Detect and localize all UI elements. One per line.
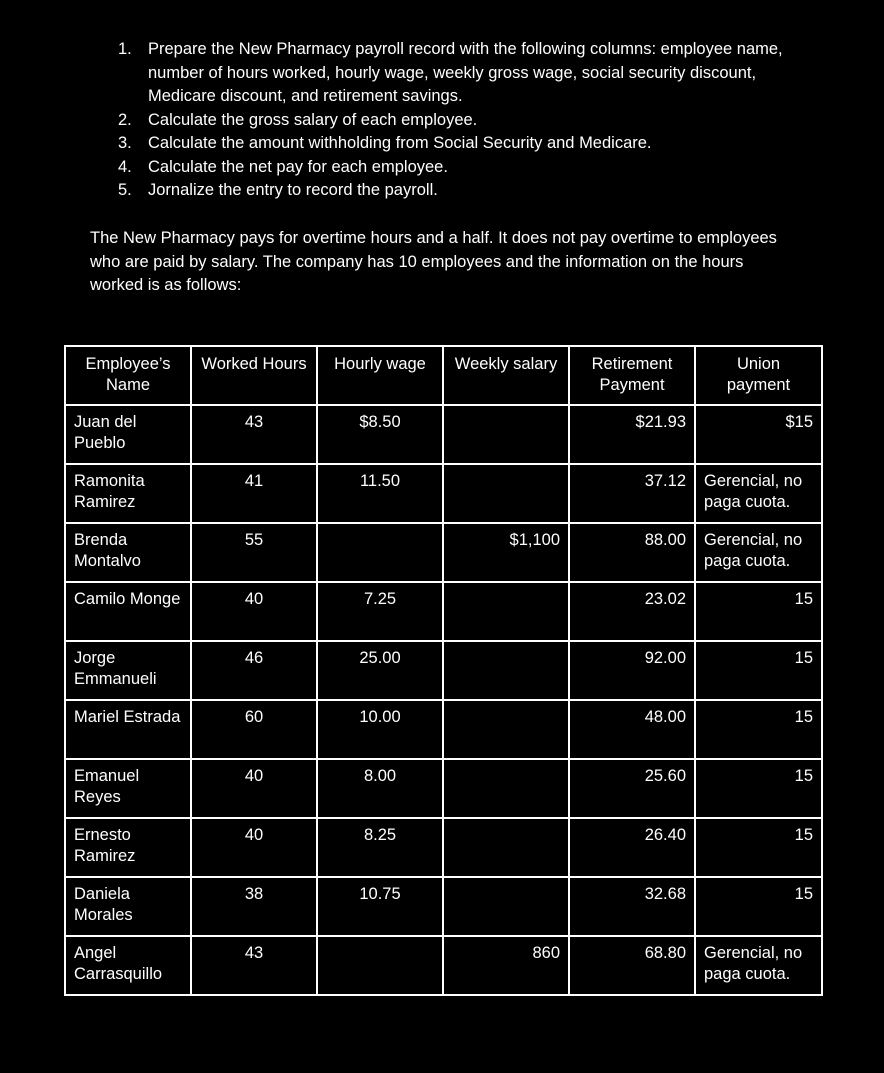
header-retirement-payment: Retirement Payment (569, 346, 695, 405)
cell-union-payment: 15 (695, 582, 822, 641)
cell-union-payment: Gerencial, no paga cuota. (695, 523, 822, 582)
cell-retirement-payment: 68.80 (569, 936, 695, 995)
instruction-item (118, 156, 818, 180)
header-union-payment: Union payment (695, 346, 822, 405)
cell-hourly-wage: $8.50 (317, 405, 443, 464)
cell-union-payment: 15 (695, 759, 822, 818)
cell-hourly-wage: 8.25 (317, 818, 443, 877)
cell-weekly-salary (443, 759, 569, 818)
cell-employee-name: Jorge Emmanueli (65, 641, 191, 700)
table-row (65, 523, 822, 582)
cell-worked-hours: 60 (191, 700, 317, 759)
cell-retirement-payment: 25.60 (569, 759, 695, 818)
cell-weekly-salary: $1,100 (443, 523, 569, 582)
instruction-item (118, 132, 818, 156)
header-worked-hours: Worked Hours (191, 346, 317, 405)
instruction-number: 1. (118, 40, 132, 58)
cell-hourly-wage (317, 523, 443, 582)
cell-weekly-salary (443, 582, 569, 641)
header-weekly-salary: Weekly salary (443, 346, 569, 405)
cell-worked-hours: 46 (191, 641, 317, 700)
cell-worked-hours: 55 (191, 523, 317, 582)
cell-employee-name: Angel Carrasquillo (65, 936, 191, 995)
table-row (65, 877, 822, 936)
cell-union-payment: 15 (695, 700, 822, 759)
cell-hourly-wage: 25.00 (317, 641, 443, 700)
cell-weekly-salary (443, 464, 569, 523)
cell-retirement-payment: 48.00 (569, 700, 695, 759)
cell-employee-name: Daniela Morales (65, 877, 191, 936)
instruction-item (118, 38, 818, 109)
cell-worked-hours: 40 (191, 818, 317, 877)
cell-weekly-salary (443, 700, 569, 759)
cell-employee-name: Ramonita Ramirez (65, 464, 191, 523)
cell-retirement-payment: 23.02 (569, 582, 695, 641)
table-row (65, 464, 822, 523)
cell-retirement-payment: 26.40 (569, 818, 695, 877)
payroll-table (64, 345, 823, 996)
cell-union-payment: 15 (695, 641, 822, 700)
header-hourly-wage: Hourly wage (317, 346, 443, 405)
cell-hourly-wage (317, 936, 443, 995)
table-header-row (65, 346, 822, 405)
cell-worked-hours: 40 (191, 759, 317, 818)
cell-weekly-salary (443, 405, 569, 464)
cell-employee-name: Emanuel Reyes (65, 759, 191, 818)
cell-union-payment: Gerencial, no paga cuota. (695, 936, 822, 995)
instruction-number: 5. (118, 181, 132, 199)
cell-worked-hours: 43 (191, 405, 317, 464)
cell-worked-hours: 40 (191, 582, 317, 641)
instruction-text: Calculate the amount withholding from Social Security and Medicare. (148, 134, 652, 152)
cell-union-payment: 15 (695, 877, 822, 936)
table-row (65, 936, 822, 995)
cell-employee-name: Brenda Montalvo (65, 523, 191, 582)
cell-worked-hours: 38 (191, 877, 317, 936)
cell-employee-name: Mariel Estrada (65, 700, 191, 759)
instruction-list (118, 38, 818, 203)
cell-hourly-wage: 11.50 (317, 464, 443, 523)
instruction-item (118, 179, 818, 203)
cell-hourly-wage: 10.75 (317, 877, 443, 936)
cell-retirement-payment: 32.68 (569, 877, 695, 936)
instruction-number: 4. (118, 157, 132, 176)
table-row (65, 641, 822, 700)
instruction-text: Calculate the net pay for each employee. (148, 157, 448, 176)
instruction-text: Prepare the New Pharmacy payroll record with the following columns: employee name, number of hours worked, hourly wage, weekly gross wage, social security discount, Medicare discount, and retirement savings. (148, 40, 783, 105)
cell-weekly-salary (443, 641, 569, 700)
cell-hourly-wage: 10.00 (317, 700, 443, 759)
cell-employee-name: Juan del Pueblo (65, 405, 191, 464)
instruction-item (118, 109, 818, 133)
cell-union-payment: Gerencial, no paga cuota. (695, 464, 822, 523)
cell-union-payment: 15 (695, 818, 822, 877)
instruction-number: 2. (118, 110, 132, 129)
cell-weekly-salary: 860 (443, 936, 569, 995)
table-row (65, 405, 822, 464)
table-row (65, 759, 822, 818)
cell-retirement-payment: 37.12 (569, 464, 695, 523)
cell-hourly-wage: 8.00 (317, 759, 443, 818)
table-row (65, 582, 822, 641)
cell-retirement-payment: 88.00 (569, 523, 695, 582)
cell-hourly-wage: 7.25 (317, 582, 443, 641)
cell-weekly-salary (443, 877, 569, 936)
instruction-text: Calculate the gross salary of each employee. (148, 110, 478, 129)
cell-worked-hours: 41 (191, 464, 317, 523)
cell-employee-name: Ernesto Ramirez (65, 818, 191, 877)
cell-retirement-payment: $21.93 (569, 405, 695, 464)
cell-employee-name: Camilo Monge (65, 582, 191, 641)
table-row (65, 818, 822, 877)
instruction-number: 3. (118, 134, 132, 152)
table-row (65, 700, 822, 759)
header-employee-name: Employee’s Name (65, 346, 191, 405)
cell-retirement-payment: 92.00 (569, 641, 695, 700)
cell-union-payment: $15 (695, 405, 822, 464)
instruction-text: Jornalize the entry to record the payroll. (148, 181, 438, 199)
intro-paragraph: The New Pharmacy pays for overtime hours and a half. It does not pay overtime to employees who are paid by salary. The company has 10 employees and the information on the hours worked is as follows: (90, 229, 777, 294)
cell-weekly-salary (443, 818, 569, 877)
cell-worked-hours: 43 (191, 936, 317, 995)
